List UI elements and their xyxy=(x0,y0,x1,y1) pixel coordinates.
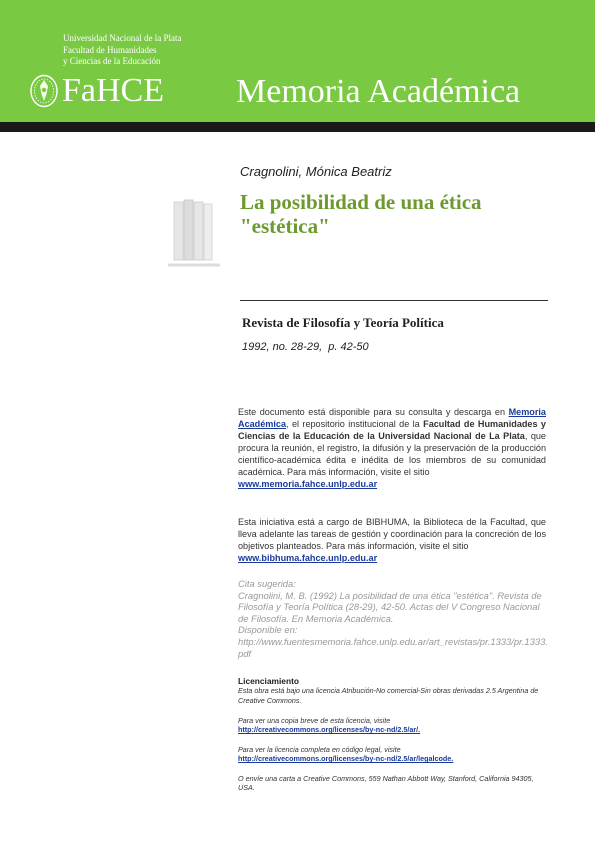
citation-label: Cita sugerida: xyxy=(238,578,296,589)
document-title: La posibilidad de una ética "estética" xyxy=(240,190,482,238)
license-full xyxy=(238,745,548,764)
license-heading: Licenciamiento xyxy=(238,676,299,686)
citation-url[interactable]: http://www.fuentesmemoria.fahce.unlp.edu.ar/art_revistas/pr.1333/pr.1333.pdf xyxy=(238,635,548,659)
license-full-link[interactable]: http://creativecommons.org/licenses/by-nc-nd/2.5/ar/legalcode. xyxy=(238,754,454,764)
memoria-site-link[interactable]: www.memoria.fahce.unlp.edu.ar xyxy=(238,479,378,489)
memoria-academica-link[interactable]: Memoria Académica xyxy=(238,407,546,429)
license-brief-link[interactable]: http://creativecommons.org/licenses/by-nc-nd/2.5/ar/. xyxy=(238,725,421,735)
repository-info-text: , que procura la reunión, el registro, la difusión y la preservación de la producción científico-académica édita e inédita de los miembros de su comunidad académica. Para más información, visite el sitio xyxy=(238,431,546,477)
university-seal-icon xyxy=(29,74,59,108)
fahce-logo-text: FaHCE xyxy=(62,72,164,109)
header-divider-bar xyxy=(0,122,595,132)
citation-available-label: Disponible en: xyxy=(238,624,298,636)
faculty-name-line2: y Ciencias de la Educación xyxy=(63,56,161,66)
license-brief-label: Para ver una copia breve de esta licencia, visite xyxy=(238,716,391,725)
license-section xyxy=(238,677,548,705)
publication-details: 1992, no. 28-29, p. 42-50 xyxy=(242,341,369,353)
repository-info-text: , el repositorio institucional de la xyxy=(286,419,424,429)
journal-name: Revista de Filosofía y Teoría Política xyxy=(242,315,444,330)
repository-info-paragraph xyxy=(238,406,546,490)
section-divider xyxy=(240,300,548,301)
license-text: Esta obra está bajo una licencia Atribución-No comercial-Sin obras derivadas 2.5 Argentina de Creative Commons. xyxy=(238,686,539,705)
bibhuma-info-text: Esta iniciativa está a cargo de BIBHUMA, la Biblioteca de la Facultad, que lleva adelante las tareas de gestión y coordinación para la concreción de los objetivos planteados. Para más información, visite el sitio xyxy=(238,517,546,551)
repository-info-text: Este documento está disponible para su consulta y descarga en xyxy=(238,407,509,417)
faculty-name-line1: Facultad de Humanidades xyxy=(63,45,157,55)
license-full-label: Para ver la licencia completa en código legal, visite xyxy=(238,745,401,754)
license-brief xyxy=(238,716,548,735)
university-name: Universidad Nacional de la Plata xyxy=(63,33,182,43)
suggested-citation xyxy=(238,578,548,659)
document-author: Cragnolini, Mónica Beatriz xyxy=(240,164,392,179)
site-title: Memoria Académica xyxy=(236,73,521,110)
books-icon xyxy=(168,198,224,270)
faculty-bold-text: Facultad de Humanidades y Ciencias de la Educación de la Universidad Nacional de La Plata xyxy=(238,419,546,441)
license-mail xyxy=(238,774,548,793)
bibhuma-site-link[interactable]: www.bibhuma.fahce.unlp.edu.ar xyxy=(238,553,378,563)
bibhuma-info-paragraph xyxy=(238,516,546,564)
citation-text: Cragnolini, M. B. (1992) La posibilidad de una ética "estética". Revista de Filosofía y Teoría Política (28-29), 42-50. Actas del V Congreso Nacional de Filosofía. En Memoria Académica. xyxy=(238,589,542,624)
license-mail-text: O envíe una carta a Creative Commons, 559 Nathan Abbott Way, Stanford, California 94305, USA. xyxy=(238,774,534,793)
